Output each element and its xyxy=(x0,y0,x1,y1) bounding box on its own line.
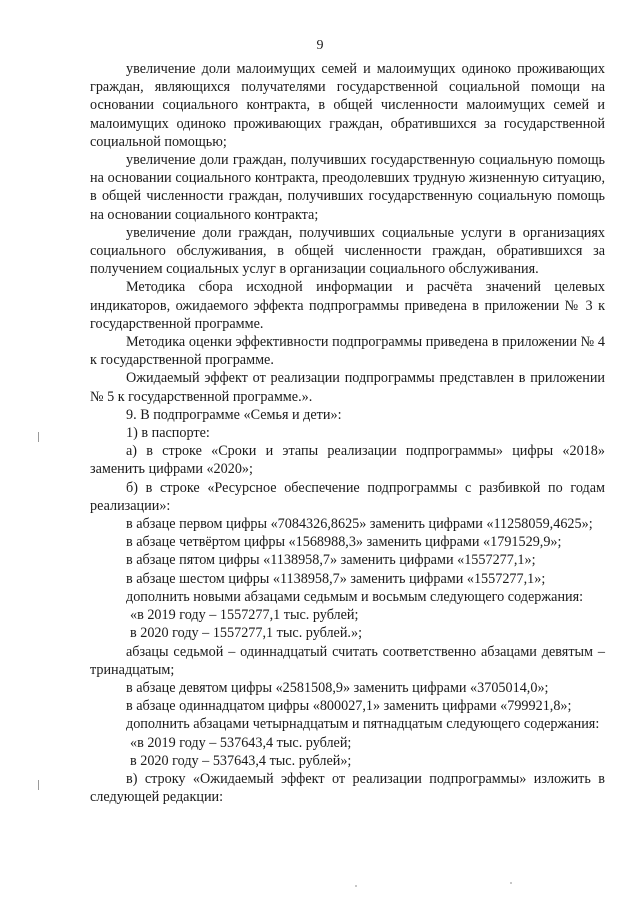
paragraph: Методика сбора исходной информации и расчёта значений целевых индикаторов, ожидаемого эффекта подпрограммы приведена в приложении № 3 к государственной программе. xyxy=(90,279,605,332)
paragraph: в абзаце четвёртом цифры «1568988,3» заменить цифрами «1791529,9»; xyxy=(126,534,562,551)
quote-line: в 2020 году – 537643,4 тыс. рублей»; xyxy=(130,752,352,769)
paragraph: дополнить новыми абзацами седьмым и восьмым следующего содержания: xyxy=(126,588,584,605)
quote-line: «в 2019 году – 537643,4 тыс. рублей; xyxy=(130,734,352,751)
paragraph: дополнить абзацами четырнадцатым и пятнадцатым следующего содержания: xyxy=(126,716,600,733)
document-body xyxy=(90,60,605,806)
paragraph: Методика оценки эффективности подпрограммы приведена в приложении № 4 к государственной программе. xyxy=(90,334,605,369)
paragraph: в) строку «Ожидаемый эффект от реализации подпрограммы» изложить в следующей редакции: xyxy=(90,770,605,806)
paragraph: 1) в паспорте: xyxy=(126,425,210,442)
scan-artifact xyxy=(510,882,512,884)
paragraph: увеличение доли граждан, получивших государственную социальную помощь на основании социального контракта, преодолевших трудную жизненную ситуацию, в общей численности граждан, получивших государственную социальную помощь на основании социального контракта; xyxy=(90,152,605,223)
page-number: 9 xyxy=(316,38,324,53)
paragraph: в абзаце пятом цифры «1138958,7» заменить цифрами «1557277,1»; xyxy=(126,552,536,569)
margin-mark xyxy=(38,780,39,790)
paragraph: в абзаце одиннадцатом цифры «800027,1» заменить цифрами «799921,8»; xyxy=(126,698,572,715)
section-heading: 9. В подпрограмме «Семья и дети»: xyxy=(126,406,342,423)
margin-mark xyxy=(38,432,39,442)
scan-artifact xyxy=(355,885,357,887)
quote-line: в 2020 году – 1557277,1 тыс. рублей.»; xyxy=(130,625,363,642)
paragraph: Ожидаемый эффект от реализации подпрограммы представлен в приложении № 5 к государственной программе.». xyxy=(90,370,605,405)
paragraph: абзацы седьмой – одиннадцатый считать соответственно абзацами девятым – тринадцатым; xyxy=(90,643,605,678)
paragraph: в абзаце первом цифры «7084326,8625» заменить цифрами «11258059,4625»; xyxy=(126,516,593,533)
paragraph: б) в строке «Ресурсное обеспечение подпрограммы с разбивкой по годам реализации»: xyxy=(90,479,605,514)
quote-line: «в 2019 году – 1557277,1 тыс. рублей; xyxy=(130,607,359,624)
paragraph: а) в строке «Сроки и этапы реализации подпрограммы» цифры «2018» заменить цифрами «2020»; xyxy=(90,443,605,478)
paragraph: увеличение доли малоимущих семей и малоимущих одиноко проживающих граждан, являющихся получателями государственной социальной помощи на основании социального контракта, в общей численности малоимущих семей и малоимущих одиноко проживающих граждан, обратившихся за государственной социальной помощью; xyxy=(90,61,605,150)
paragraph: в абзаце девятом цифры «2581508,9» заменить цифрами «3705014,0»; xyxy=(126,679,549,696)
paragraph: в абзаце шестом цифры «1138958,7» заменить цифрами «1557277,1»; xyxy=(126,570,546,587)
paragraph: увеличение доли граждан, получивших социальные услуги в организациях социального обслуживания, в общей численности граждан, обратившихся за получением социальных услуг в организации социального обслуживания. xyxy=(90,224,605,278)
